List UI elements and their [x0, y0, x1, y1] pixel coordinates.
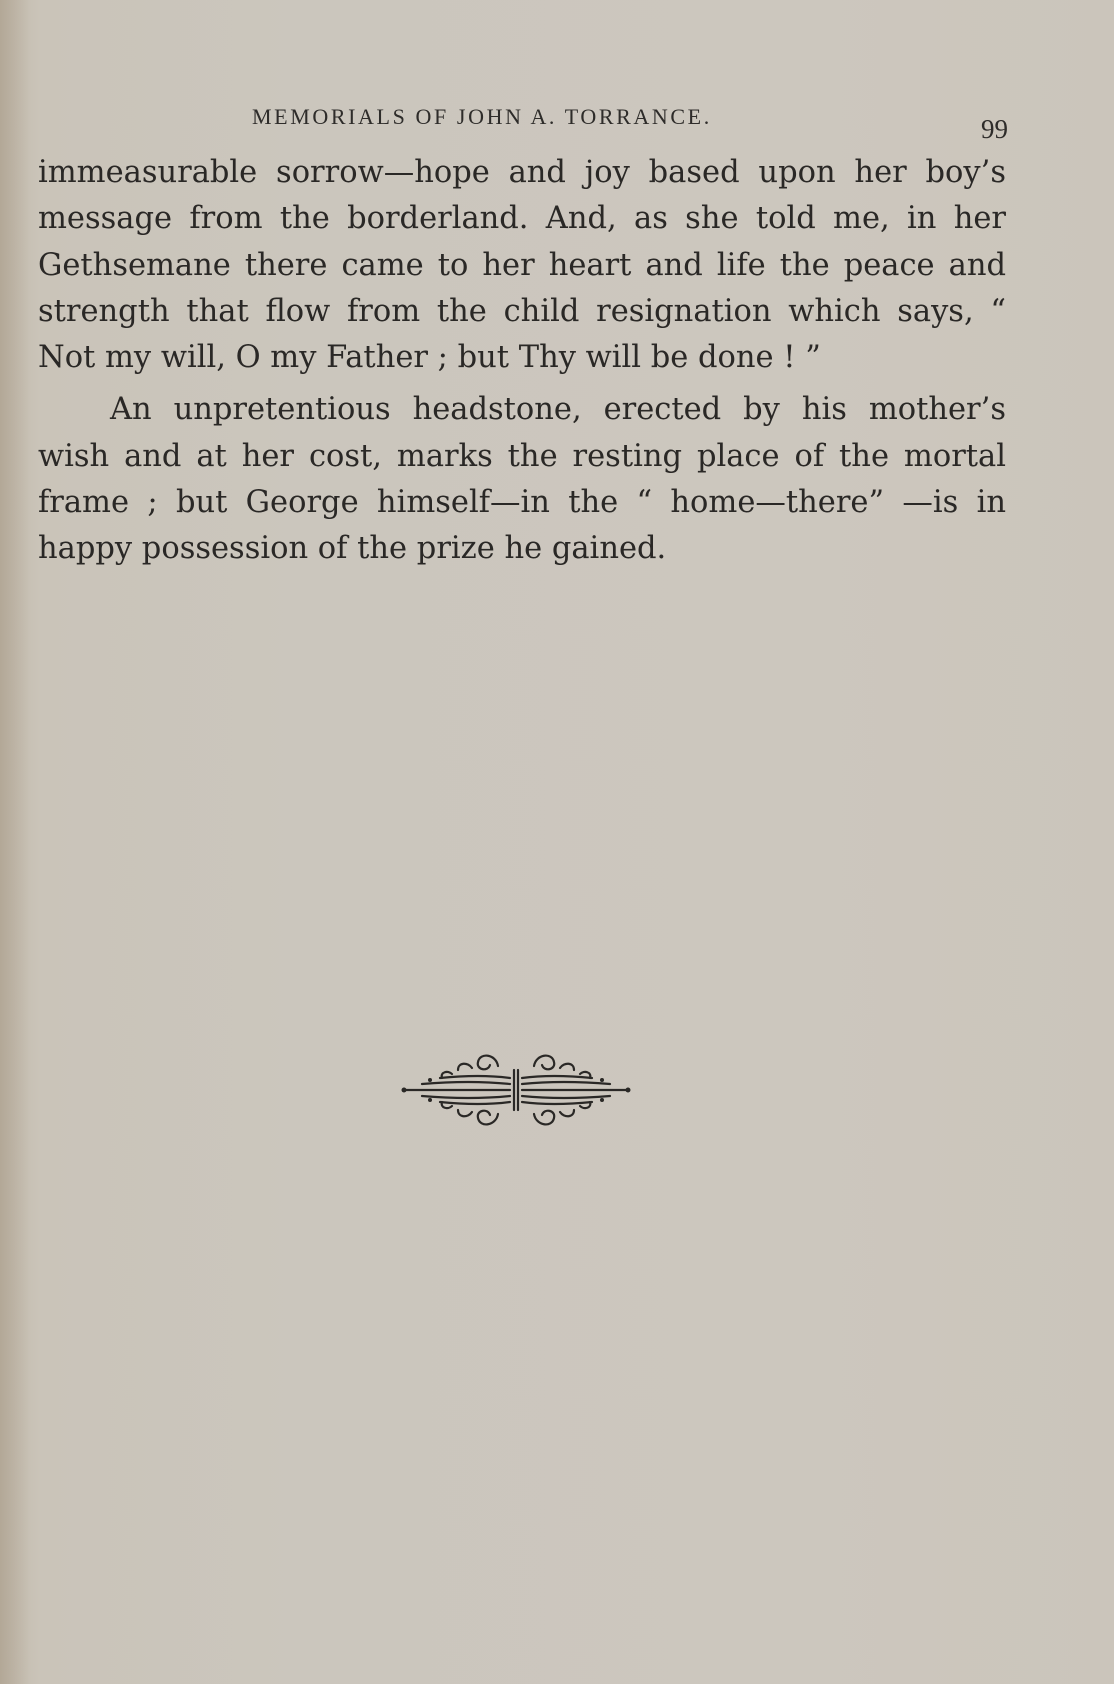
paragraph-continuation: immeasurable sorrow—hope and joy based upon her boy’s message from the borderland. And, as she told me, in her Gethsemane there came to her heart and life the peace and strength that flow from the child resignation which says, “ Not my will, O my Father ; but Thy will be done ! ” — [38, 155, 1006, 376]
fleuron-ornament-icon — [400, 1040, 632, 1140]
spine-shadow — [0, 0, 30, 1684]
page-number: 99 — [981, 114, 1008, 144]
running-header — [38, 104, 1008, 144]
body-text — [38, 150, 1006, 573]
paragraph-headstone: An unpretentious headstone, erected by his mother’s wish and at her cost, marks the resting place of the mortal frame ; but George himself—in the “ home—there” —is in happy possession of the prize he gained. — [38, 392, 1006, 567]
running-title: MEMORIALS OF JOHN A. TORRANCE. — [252, 104, 712, 129]
